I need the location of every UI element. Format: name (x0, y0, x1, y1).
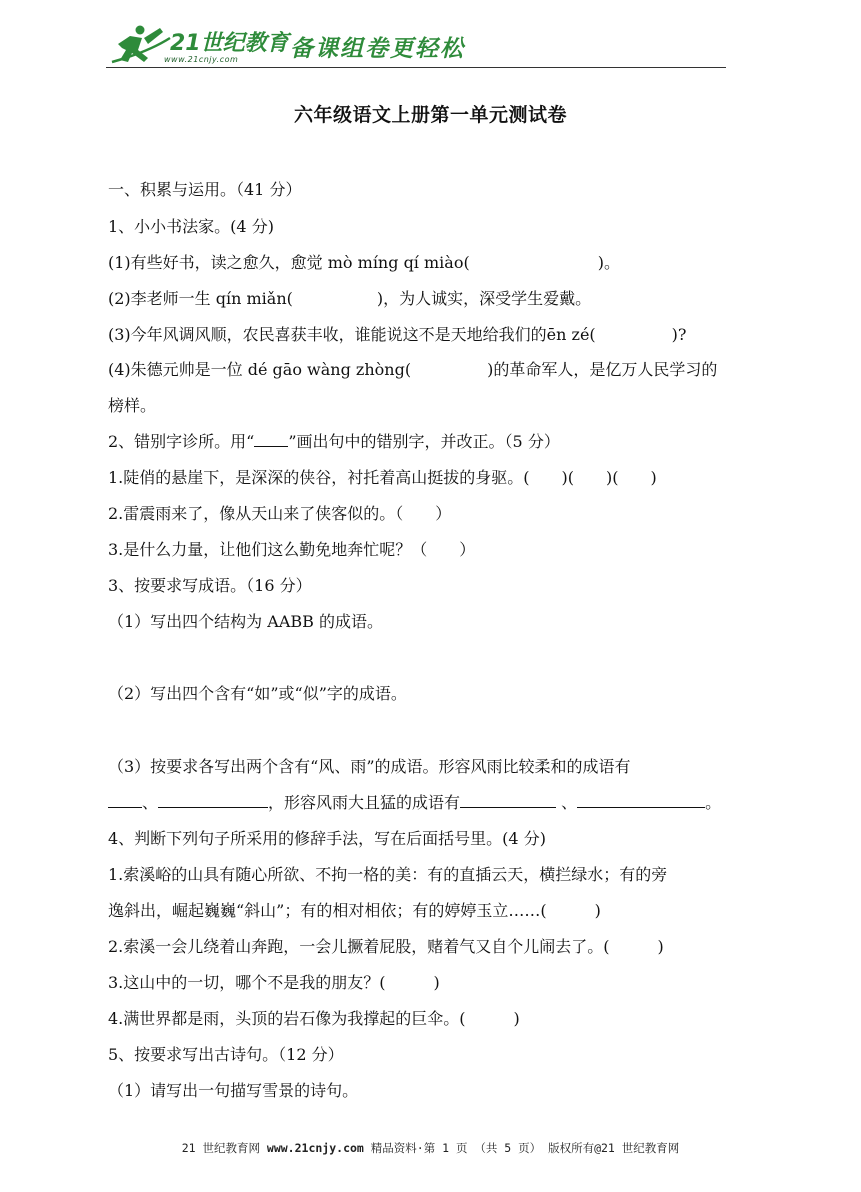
item-text: ”画出句中的错别字，并改正。（5 分） (288, 432, 560, 451)
question-item: 1.索溪峪的山具有随心所欲、不拘一格的美：有的直插云天，横拦绿水；有的旁 (108, 865, 668, 884)
question-item: （2）写出四个含有“如”或“似”字的成语。 (108, 684, 407, 703)
answer-blank[interactable] (577, 793, 705, 808)
question-item (108, 360, 717, 380)
question-item (108, 289, 591, 309)
question-item-continued: 逸斜出，崛起巍巍“斜山”；有的相对相依；有的婷婷玉立……( ) (108, 901, 601, 920)
question-item: 2.雷震雨来了，像从天山来了侠客似的。（ ） (108, 504, 452, 523)
item-text: (3)今年风调风顺，农民喜获丰收，谁能说这不是天地给我们的ēn zé( (108, 325, 596, 344)
item-text: 。 (705, 793, 722, 812)
logo-url-text: www.21cnjy.com (164, 55, 239, 64)
question-item-continued: 榜样。 (108, 396, 157, 415)
question-item: 3.是什么力量，让他们这么勤免地奔忙呢？（ ） (108, 540, 476, 559)
question-item: 4.满世界都是雨，头顶的岩石像为我撑起的巨伞。( ) (108, 1009, 520, 1028)
underline-sample (254, 432, 288, 447)
item-text: 、 (142, 793, 159, 812)
logo-slogan: 备课组卷更轻松 (290, 36, 465, 62)
question-item: （3）按要求各写出两个含有“风、雨”的成语。形容风雨比较柔和的成语有 (108, 757, 631, 776)
question-item: 1.陡俏的悬崖下，是深深的侠谷，衬托着高山挺拔的身驱。( )( )( ) (108, 468, 657, 487)
item-text: )。 (597, 253, 620, 272)
item-text: )的革命军人，是亿万人民学习的 (487, 360, 718, 379)
question-heading: 5、按要求写出古诗句。（12 分） (108, 1045, 344, 1064)
question-heading: 1、小小书法家。(4 分) (108, 217, 274, 236)
item-text: )? (671, 325, 687, 344)
question-item (108, 325, 687, 345)
question-item: 2.索溪一会儿绕着山奔跑，一会儿撅着屁股，赌着气又自个儿闹去了。( ) (108, 937, 664, 956)
question-item: （1）写出四个结构为 AABB 的成语。 (108, 612, 383, 631)
section-heading: 一、积累与运用。（41 分） (108, 180, 302, 199)
question-heading: 4、判断下列句子所采用的修辞手法，写在后面括号里。(4 分) (108, 829, 546, 848)
item-text: (4)朱德元帅是一位 dé gāo wàng zhòng( (108, 360, 412, 379)
question-item-continued (108, 793, 721, 813)
question-heading: 3、按要求写成语。（16 分） (108, 576, 312, 595)
page-title: 六年级语文上册第一单元测试卷 (293, 104, 567, 126)
item-text: (1)有些好书，读之愈久，愈觉 mò míng qí miào( (108, 253, 470, 272)
footer-left: 21 世纪教育网 (181, 1141, 267, 1155)
item-text: 、 (556, 793, 578, 812)
question-item: 3.这山中的一切，哪个不是我的朋友？( ) (108, 973, 440, 992)
item-text: 2、错别字诊所。用“ (108, 432, 255, 451)
answer-blank[interactable] (158, 793, 268, 808)
question-heading (108, 432, 560, 452)
header-divider (106, 67, 726, 68)
footer-right: 精品资料·第 1 页 （共 5 页） 版权所有@21 世纪教育网 (363, 1141, 680, 1155)
answer-blank[interactable] (108, 793, 142, 808)
item-text: (2)李老师一生 qín miǎn( (108, 289, 293, 308)
footer-url[interactable]: www.21cnjy.com (266, 1141, 364, 1155)
logo-main-text: 21世纪教育 (170, 31, 289, 56)
question-item (108, 253, 620, 273)
item-text: )，为人诚实，深受学生爱戴。 (376, 289, 592, 308)
item-text: ，形容风雨大且猛的成语有 (268, 793, 461, 812)
answer-blank[interactable] (460, 793, 556, 808)
page-footer (0, 1140, 861, 1156)
question-item: （1）请写出一句描写雪景的诗句。 (108, 1081, 359, 1100)
